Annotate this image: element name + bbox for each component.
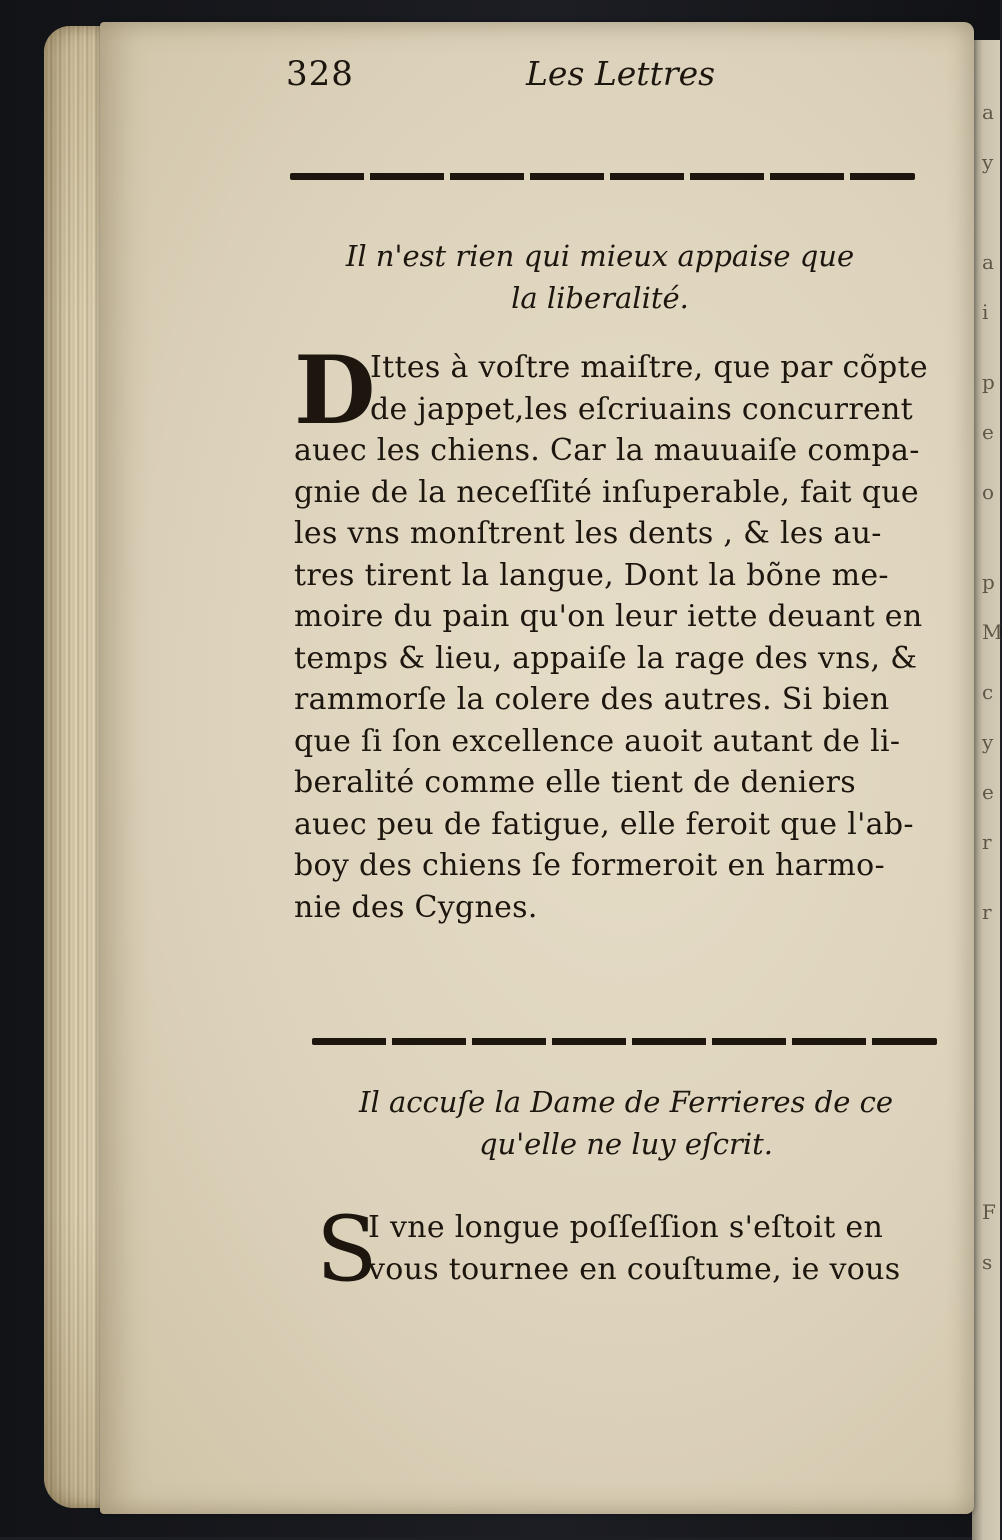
drop-cap: D xyxy=(294,336,376,446)
text-line: Ittes à voſtre maiſtre, que par cõpte xyxy=(370,350,928,385)
text-line: vous tournee en couſtume, ie vous xyxy=(368,1251,901,1287)
text-line: nie des Cygnes. xyxy=(294,889,538,925)
text-line: rammorſe la colere des autres. Si bien xyxy=(294,682,890,717)
text-line: auec peu de fatigue, elle feroit que l'ab- xyxy=(294,806,914,842)
text-line: auec les chiens. Car la mauuaiſe compa- xyxy=(294,433,920,468)
facing-page-edge: a y a i p e o p M c y e r r F s xyxy=(972,40,1000,1540)
section-divider-rule xyxy=(312,1038,937,1045)
text-line: gnie de la neceſſité inſuperable, fait que xyxy=(294,474,919,510)
letter-heading xyxy=(356,1082,896,1165)
heading-line: Il accuſe la Dame de Ferrieres de ce xyxy=(359,1085,893,1119)
running-head xyxy=(286,54,726,104)
text-line: les vns monſtrent les dents , & les au- xyxy=(294,516,882,551)
letter-body xyxy=(316,1197,946,1302)
letter-body xyxy=(294,336,944,928)
text-line: beralité comme elle tient de deniers xyxy=(294,765,856,800)
text-line: temps & lieu, appaiſe la rage des vns, & xyxy=(294,640,918,676)
heading-line: la liberalité. xyxy=(511,280,689,315)
heading-line: qu'elle ne luy eſcrit. xyxy=(478,1126,774,1161)
heading-line: Il n'est rien qui mieux appaise que xyxy=(345,239,855,273)
letter-heading xyxy=(340,236,860,319)
text-line: que ſi ſon excellence auoit autant de li- xyxy=(294,723,901,759)
section-divider-rule xyxy=(290,173,915,180)
text-line: tres tirent la langue, Dont la bõne me- xyxy=(294,557,889,593)
drop-cap: S xyxy=(316,1197,378,1302)
text-line: I vne longue poſſeſſion s'eſtoit en xyxy=(368,1210,884,1245)
text-line: de jappet,les eſcriuains concurrent xyxy=(370,391,913,427)
text-line: moire du pain qu'on leur iette deuant en xyxy=(294,599,923,634)
running-title: Les Lettres xyxy=(526,54,716,93)
page-number: 328 xyxy=(286,54,354,94)
text-line: boy des chiens ſe formeroit en harmo- xyxy=(294,848,885,883)
